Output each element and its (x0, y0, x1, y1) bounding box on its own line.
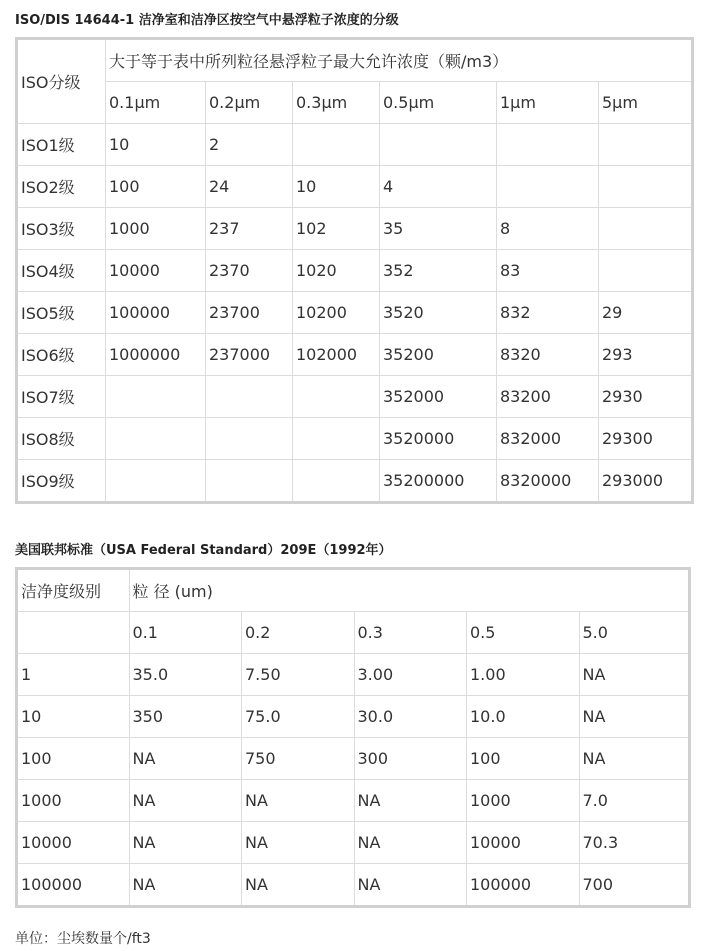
iso-size-header-cell: 0.3μm (293, 82, 380, 124)
table-row (17, 166, 693, 208)
iso-value-cell: 29300 (599, 418, 693, 460)
iso-value-cell: 23700 (206, 292, 293, 334)
table-row (17, 654, 690, 696)
fed-value-cell: NA (579, 696, 690, 738)
iso-value-cell: 10200 (293, 292, 380, 334)
fed-value-cell: NA (129, 822, 242, 864)
fed-size-header-cell: 0.2 (242, 612, 355, 654)
iso-value-cell: 102 (293, 208, 380, 250)
fed-value-cell: NA (354, 822, 467, 864)
fed-value-cell: 100000 (467, 864, 580, 907)
fed-value-cell: 1000 (467, 780, 580, 822)
iso-value-cell: 352 (380, 250, 497, 292)
iso-size-header-cell: 5μm (599, 82, 693, 124)
fed-value-cell: 350 (129, 696, 242, 738)
table-row (17, 738, 690, 780)
iso-class-cell: ISO8级 (17, 418, 106, 460)
iso-concentration-header: 大于等于表中所列粒径悬浮粒子最大允许浓度（颗/m3） (106, 39, 693, 82)
table-row (17, 250, 693, 292)
iso-value-cell (599, 124, 693, 166)
fed-standard-table (15, 567, 691, 908)
iso-value-cell: 10 (106, 124, 206, 166)
fed-value-cell: NA (579, 738, 690, 780)
fed-value-cell: 7.50 (242, 654, 355, 696)
table-row (17, 460, 693, 503)
iso-value-cell: 100000 (106, 292, 206, 334)
iso-classification-table (15, 37, 694, 504)
fed-class-cell: 100 (17, 738, 130, 780)
iso-size-header-cell: 1μm (497, 82, 599, 124)
iso-table-title: ISO/DIS 14644-1 洁净室和洁净区按空气中悬浮粒子浓度的分级 (15, 13, 399, 28)
iso-value-cell: 35200 (380, 334, 497, 376)
table-row (17, 696, 690, 738)
iso-class-header: ISO分级 (17, 39, 106, 124)
fed-header-row (17, 569, 690, 612)
iso-value-cell: 35 (380, 208, 497, 250)
fed-value-cell: 70.3 (579, 822, 690, 864)
iso-class-cell: ISO6级 (17, 334, 106, 376)
iso-header-row (17, 39, 693, 82)
iso-size-header-cell: 0.2μm (206, 82, 293, 124)
fed-class-cell: 10 (17, 696, 130, 738)
iso-class-cell: ISO4级 (17, 250, 106, 292)
fed-class-cell: 1000 (17, 780, 130, 822)
fed-size-header: 粒 径 (um) (129, 569, 690, 612)
fed-value-cell: NA (579, 654, 690, 696)
fed-value-cell: NA (129, 780, 242, 822)
iso-value-cell: 3520 (380, 292, 497, 334)
iso-value-cell: 4 (380, 166, 497, 208)
iso-value-cell (293, 376, 380, 418)
unit-note: 单位：尘埃数量个/ft3 (15, 931, 151, 947)
fed-size-header-cell: 0.1 (129, 612, 242, 654)
fed-size-row (17, 612, 690, 654)
iso-value-cell: 1000000 (106, 334, 206, 376)
iso-value-cell: 8320000 (497, 460, 599, 503)
iso-value-cell (293, 460, 380, 503)
fed-size-blank-cell (17, 612, 130, 654)
fed-class-cell: 1 (17, 654, 130, 696)
iso-class-cell: ISO7级 (17, 376, 106, 418)
iso-value-cell (599, 250, 693, 292)
iso-value-cell (599, 208, 693, 250)
iso-value-cell: 832 (497, 292, 599, 334)
iso-value-cell: 100 (106, 166, 206, 208)
iso-size-row (17, 82, 693, 124)
iso-value-cell (206, 460, 293, 503)
iso-value-cell: 293 (599, 334, 693, 376)
iso-class-cell: ISO1级 (17, 124, 106, 166)
table-row (17, 822, 690, 864)
table-row (17, 124, 693, 166)
iso-value-cell (106, 418, 206, 460)
iso-value-cell (293, 418, 380, 460)
table-row (17, 292, 693, 334)
iso-value-cell: 293000 (599, 460, 693, 503)
fed-value-cell: 7.0 (579, 780, 690, 822)
fed-value-cell: 700 (579, 864, 690, 907)
fed-value-cell: 1.00 (467, 654, 580, 696)
table-row (17, 780, 690, 822)
iso-value-cell: 1000 (106, 208, 206, 250)
fed-class-header: 洁净度级别 (17, 569, 130, 612)
iso-value-cell: 237000 (206, 334, 293, 376)
fed-value-cell: 100 (467, 738, 580, 780)
fed-value-cell: 3.00 (354, 654, 467, 696)
iso-value-cell: 2930 (599, 376, 693, 418)
iso-value-cell (206, 376, 293, 418)
iso-size-header-cell: 0.1μm (106, 82, 206, 124)
iso-value-cell: 2 (206, 124, 293, 166)
fed-value-cell: NA (354, 780, 467, 822)
iso-value-cell: 237 (206, 208, 293, 250)
table-row (17, 334, 693, 376)
fed-size-header-cell: 0.5 (467, 612, 580, 654)
fed-value-cell: NA (242, 822, 355, 864)
iso-value-cell: 10 (293, 166, 380, 208)
iso-value-cell: 832000 (497, 418, 599, 460)
iso-value-cell (106, 460, 206, 503)
fed-value-cell: NA (242, 780, 355, 822)
iso-value-cell: 29 (599, 292, 693, 334)
table-row (17, 208, 693, 250)
iso-class-cell: ISO2级 (17, 166, 106, 208)
fed-value-cell: 75.0 (242, 696, 355, 738)
iso-value-cell (293, 124, 380, 166)
table-row (17, 418, 693, 460)
fed-value-cell: 10000 (467, 822, 580, 864)
fed-class-cell: 100000 (17, 864, 130, 907)
fed-value-cell: NA (129, 864, 242, 907)
iso-size-header-cell: 0.5μm (380, 82, 497, 124)
iso-value-cell (599, 166, 693, 208)
iso-value-cell (106, 376, 206, 418)
iso-value-cell: 83 (497, 250, 599, 292)
fed-value-cell: NA (129, 738, 242, 780)
iso-value-cell (380, 124, 497, 166)
iso-class-cell: ISO5级 (17, 292, 106, 334)
iso-value-cell (497, 166, 599, 208)
iso-value-cell: 35200000 (380, 460, 497, 503)
fed-value-cell: 750 (242, 738, 355, 780)
fed-value-cell: 300 (354, 738, 467, 780)
iso-class-cell: ISO9级 (17, 460, 106, 503)
fed-size-header-cell: 5.0 (579, 612, 690, 654)
iso-value-cell: 1020 (293, 250, 380, 292)
fed-value-cell: 30.0 (354, 696, 467, 738)
iso-value-cell: 8 (497, 208, 599, 250)
fed-value-cell: NA (354, 864, 467, 907)
iso-value-cell: 102000 (293, 334, 380, 376)
fed-value-cell: 35.0 (129, 654, 242, 696)
table-row (17, 864, 690, 907)
fed-table-title: 美国联邦标准（USA Federal Standard）209E（1992年） (15, 543, 392, 558)
fed-class-cell: 10000 (17, 822, 130, 864)
fed-value-cell: NA (242, 864, 355, 907)
iso-class-cell: ISO3级 (17, 208, 106, 250)
fed-value-cell: 10.0 (467, 696, 580, 738)
iso-value-cell (206, 418, 293, 460)
fed-size-header-cell: 0.3 (354, 612, 467, 654)
iso-value-cell: 2370 (206, 250, 293, 292)
iso-value-cell: 3520000 (380, 418, 497, 460)
iso-value-cell: 83200 (497, 376, 599, 418)
iso-value-cell: 24 (206, 166, 293, 208)
iso-value-cell: 10000 (106, 250, 206, 292)
iso-value-cell: 8320 (497, 334, 599, 376)
table-row (17, 376, 693, 418)
iso-value-cell (497, 124, 599, 166)
iso-value-cell: 352000 (380, 376, 497, 418)
